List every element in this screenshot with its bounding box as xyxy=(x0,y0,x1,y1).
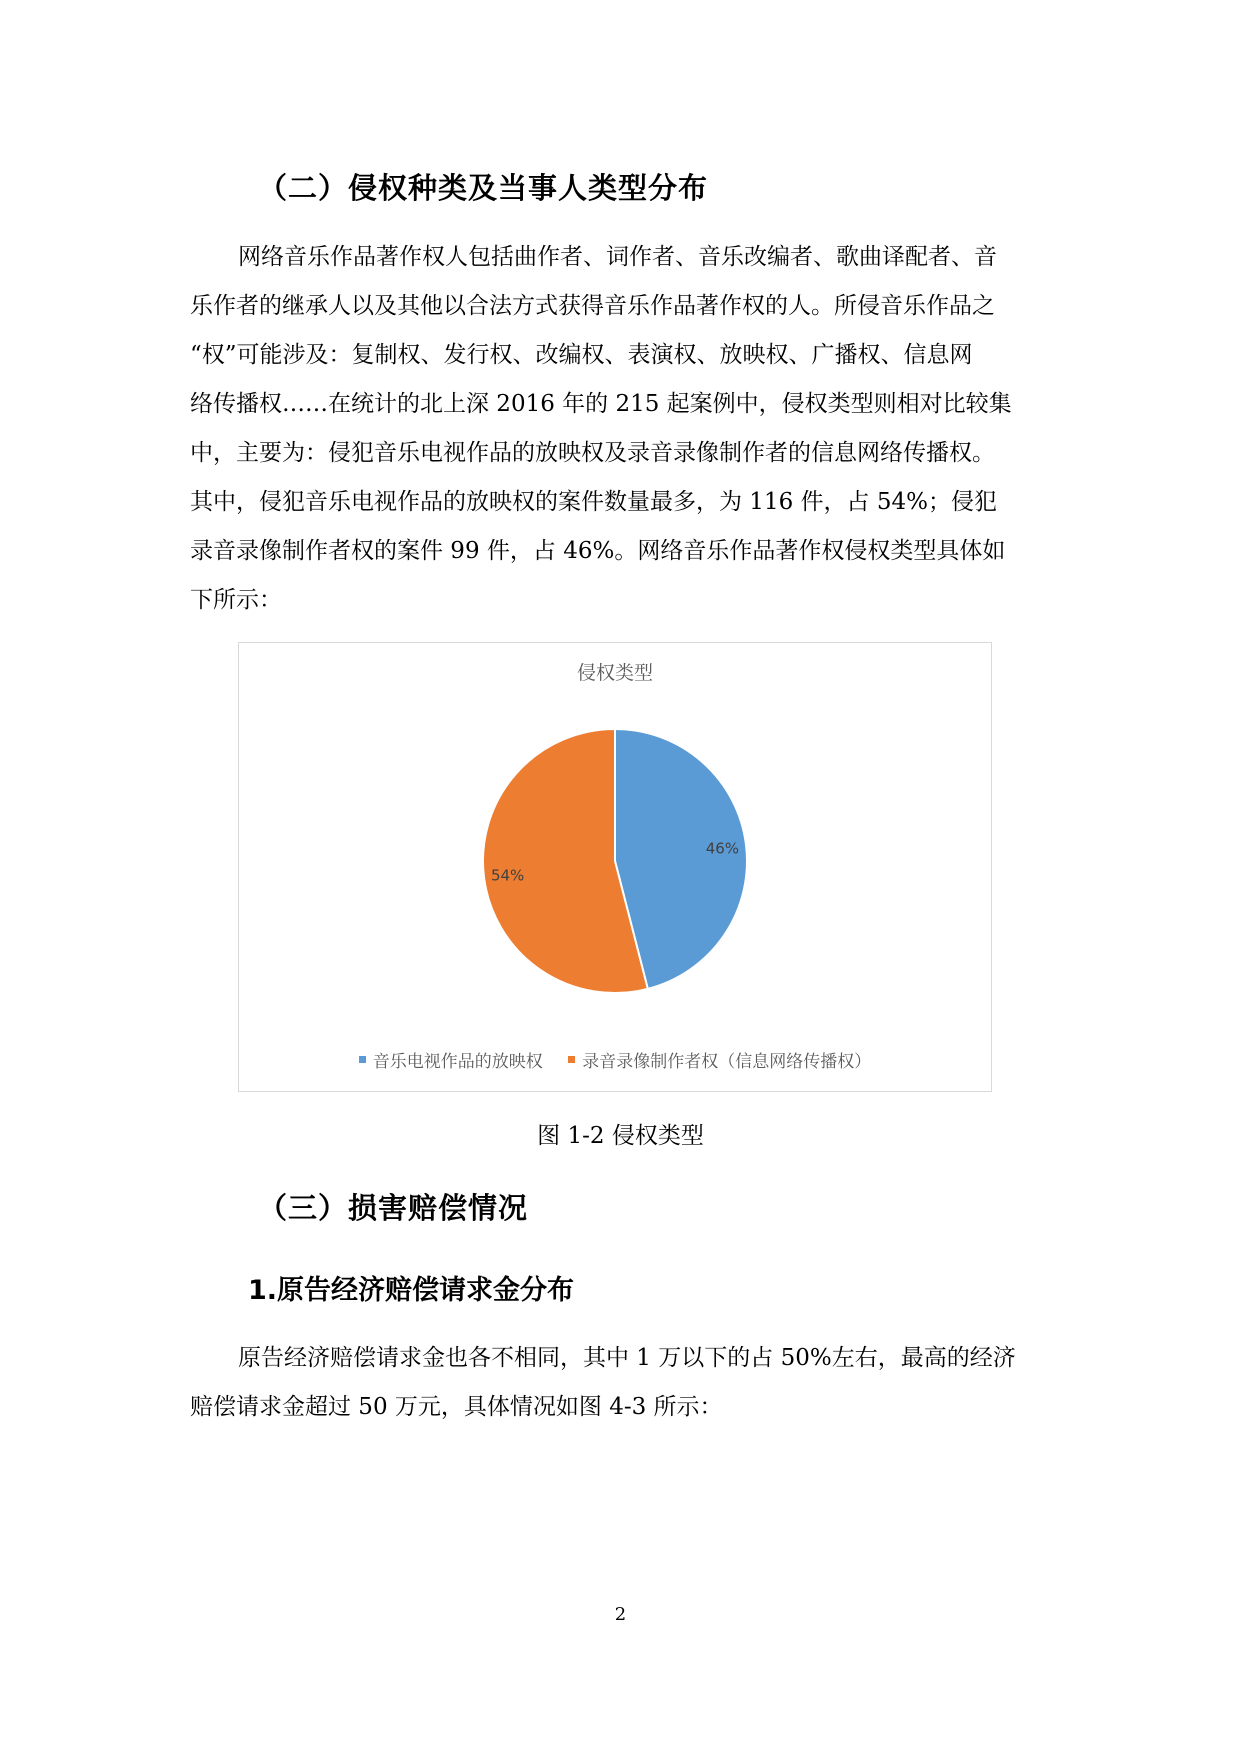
legend-swatch-orange xyxy=(568,1056,575,1063)
paragraph-line: 络传播权……在统计的北上深 2016 年的 215 起案例中，侵权类型则相对比较集 xyxy=(190,391,1012,417)
paragraph-line: 录音录像制作者权的案件 99 件，占 46%。网络音乐作品著作权侵权类型具体如 xyxy=(190,538,1006,564)
legend-label: 音乐电视作品的放映权 xyxy=(372,1052,543,1072)
pie-data-label-0: 46% xyxy=(705,839,740,858)
section-heading-damages: （三）损害赔偿情况 xyxy=(258,1191,529,1225)
chart-legend xyxy=(239,1047,991,1072)
subsection-heading-claim-distribution: 1.原告经济赔偿请求金分布 xyxy=(248,1275,575,1306)
chart-title: 侵权类型 xyxy=(576,662,653,684)
paragraph-line: 下所示： xyxy=(190,587,282,613)
paragraph-line: 赔偿请求金超过 50 万元，具体情况如图 4-3 所示： xyxy=(190,1394,723,1420)
pie-data-label-1: 54% xyxy=(490,866,525,885)
paragraph-line: 网络音乐作品著作权人包括曲作者、词作者、音乐改编者、歌曲译配者、音 xyxy=(238,244,997,270)
pie-chart xyxy=(239,643,991,1043)
paragraph-line: 其中，侵犯音乐电视作品的放映权的案件数量最多，为 116 件，占 54%；侵犯 xyxy=(190,489,997,515)
figure-caption: 图 1-2 侵权类型 xyxy=(537,1123,704,1149)
paragraph-line: 原告经济赔偿请求金也各不相同，其中 1 万以下的占 50%左右，最高的经济 xyxy=(238,1345,1016,1371)
legend-item-projection-right xyxy=(359,1047,543,1072)
page-number: 2 xyxy=(614,1604,627,1625)
paragraph-line: 中，主要为：侵犯音乐电视作品的放映权及录音录像制作者的信息网络传播权。 xyxy=(190,440,995,466)
paragraph-line: 乐作者的继承人以及其他以合法方式获得音乐作品著作权的人。所侵音乐作品之 xyxy=(190,293,995,319)
legend-swatch-blue xyxy=(359,1056,366,1063)
paragraph-damages xyxy=(190,1334,1060,1432)
paragraph-infringement-types xyxy=(190,233,1060,625)
legend-label: 录音录像制作者权（信息网络传播权） xyxy=(582,1052,872,1072)
pie-chart-container xyxy=(238,642,992,1092)
section-heading-infringement-types: （二）侵权种类及当事人类型分布 xyxy=(258,171,709,205)
paragraph-line: “权”可能涉及：复制权、发行权、改编权、表演权、放映权、广播权、信息网 xyxy=(190,342,973,368)
legend-item-recording-right xyxy=(568,1047,871,1072)
